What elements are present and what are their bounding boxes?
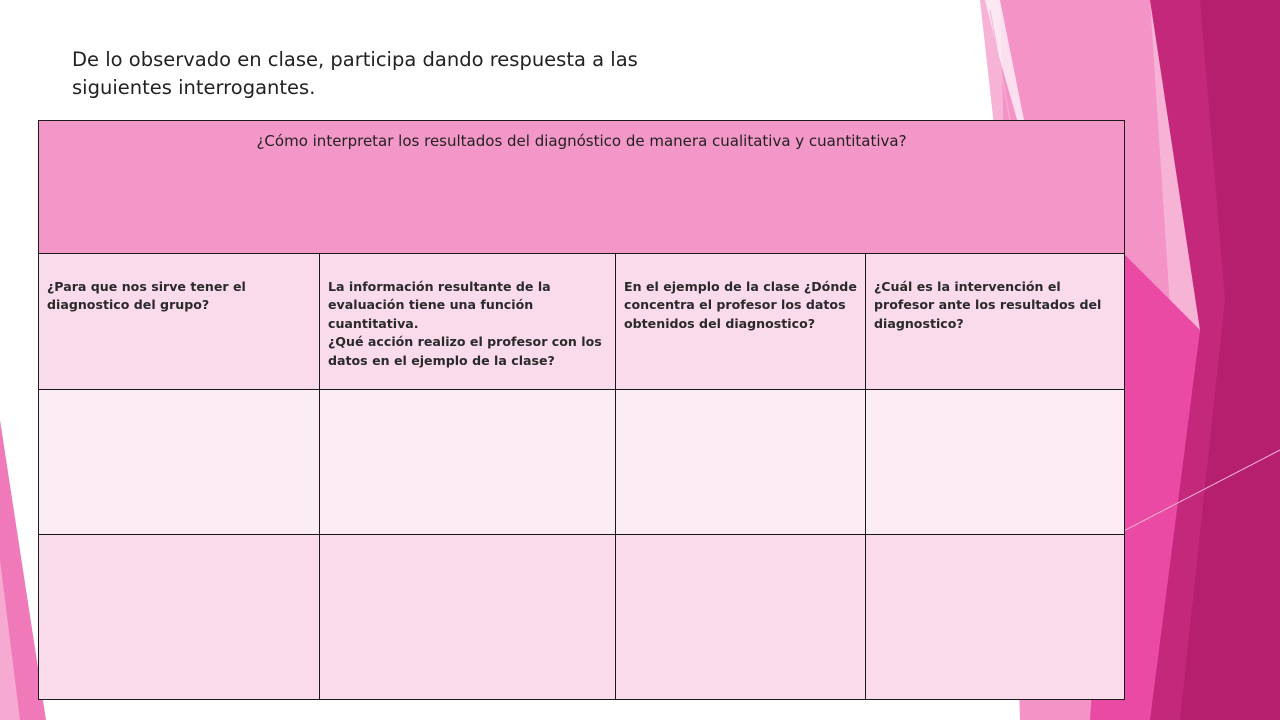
answer-cell[interactable] — [616, 534, 866, 699]
sub-question-text-2: La información resultante de la evaluación tiene una función cuantitativa. ¿Qué acción realizo el profesor con los datos en el ejemplo de la clase? — [328, 278, 602, 368]
answer-cell[interactable] — [39, 389, 320, 534]
answer-row-1 — [39, 389, 1125, 534]
sub-question-row — [39, 254, 1125, 390]
answer-cell[interactable] — [616, 389, 866, 534]
answer-row-2 — [39, 534, 1125, 699]
main-question-row — [39, 121, 1125, 254]
question-table — [38, 120, 1125, 700]
sub-question-cell-2 — [320, 254, 616, 390]
sub-question-text-1: ¿Para que nos sirve tener el diagnostico del grupo? — [47, 278, 246, 312]
answer-cell[interactable] — [320, 534, 616, 699]
sub-question-cell-1 — [39, 254, 320, 390]
main-question-text: ¿Cómo interpretar los resultados del diagnóstico de manera cualitativa y cuantitativa? — [256, 132, 907, 150]
sub-question-text-4: ¿Cuál es la intervención el profesor ante los resultados del diagnostico? — [874, 278, 1102, 331]
main-question-cell — [39, 121, 1125, 254]
sub-question-cell-4 — [866, 254, 1125, 390]
answer-cell[interactable] — [39, 534, 320, 699]
intro-text: De lo observado en clase, participa dando respuesta a las siguientes interrogantes. — [72, 48, 638, 99]
sub-question-cell-3 — [616, 254, 866, 390]
answer-cell[interactable] — [866, 534, 1125, 699]
answer-cell[interactable] — [866, 389, 1125, 534]
answer-cell[interactable] — [320, 389, 616, 534]
sub-question-text-3: En el ejemplo de la clase ¿Dónde concentra el profesor los datos obtenidos del diagnostico? — [624, 278, 857, 331]
